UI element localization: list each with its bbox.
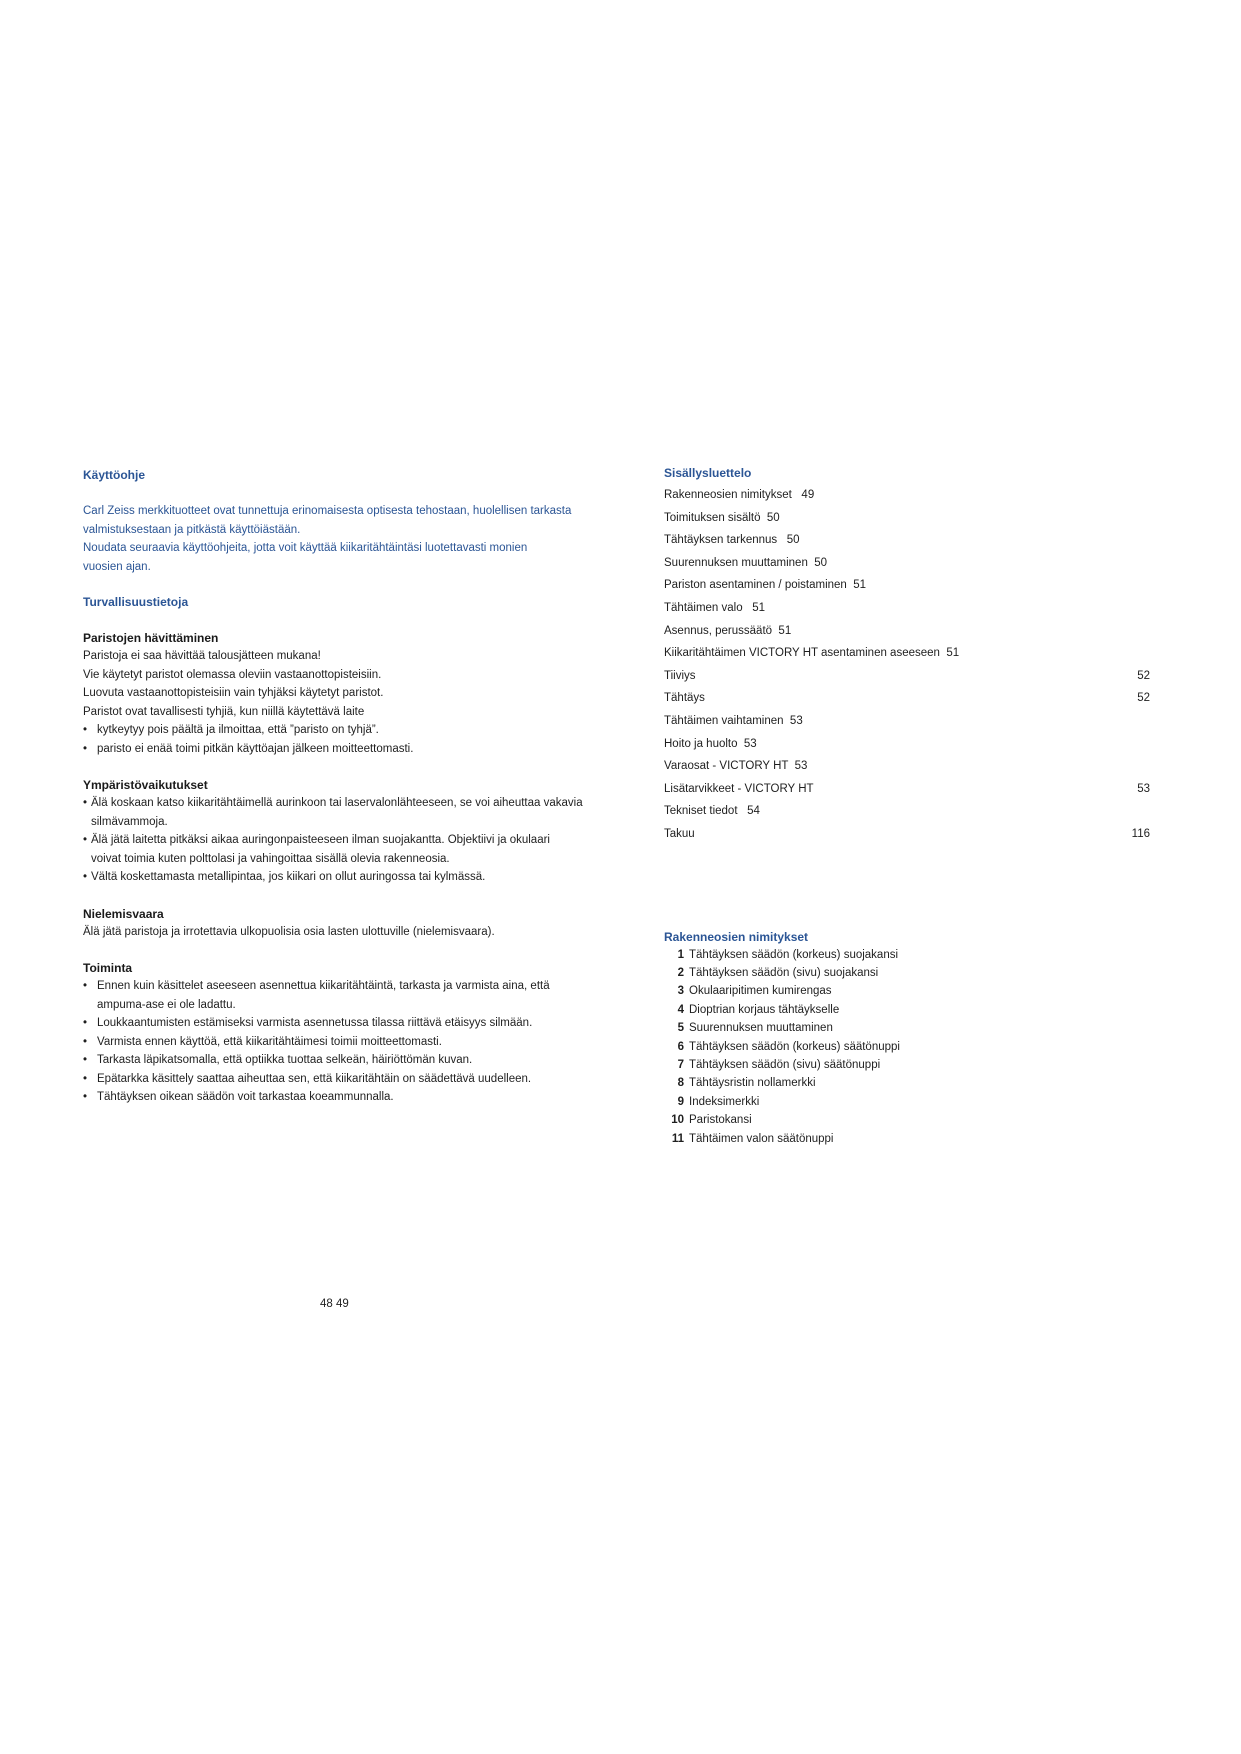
part-name: Tähtäyksen säädön (sivu) suojakansi <box>689 966 879 979</box>
battery-line: Paristot ovat tavallisesti tyhjiä, kun niillä käytettävä laite <box>83 705 365 718</box>
toc-item[interactable] <box>664 667 1150 690</box>
part-item <box>664 1001 1150 1019</box>
bullet-icon: • <box>83 742 88 755</box>
toc-item-label: Lisätarvikkeet - VICTORY HT <box>664 782 814 795</box>
toc-item-label: Takuu <box>664 827 695 840</box>
part-number: 9 <box>677 1095 684 1108</box>
battery-line: Luovuta vastaanottopisteisiin vain tyhjäksi käytetyt paristot. <box>83 687 384 699</box>
environment-section <box>83 776 603 887</box>
intro-line: valmistuksestaan ja pitkästä käyttöiästään. <box>83 523 301 536</box>
table-of-contents <box>664 486 1150 848</box>
toc-item-page: 52 <box>1137 669 1150 682</box>
part-name: Suurennuksen muuttaminen <box>689 1022 833 1035</box>
toc-item[interactable] <box>664 599 1150 622</box>
bullet-icon: • <box>83 1035 88 1048</box>
toc-item[interactable] <box>664 825 1150 848</box>
part-number: 3 <box>677 985 684 998</box>
bullet-icon: • <box>83 834 88 846</box>
part-number: 11 <box>671 1132 684 1145</box>
part-name: Tähtäimen valon säätönuppi <box>689 1132 834 1145</box>
part-name: Tähtäyksen säädön (korkeus) säätönuppi <box>689 1040 900 1053</box>
part-item <box>664 982 1150 1000</box>
part-number: 4 <box>677 1003 684 1016</box>
toc-item-label: Asennus, perussäätö 51 <box>664 624 792 637</box>
toc-item-label: Tähtäyksen tarkennus 50 <box>664 534 800 547</box>
part-name: Tähtäysristin nollamerkki <box>689 1077 816 1090</box>
part-number: 10 <box>671 1114 684 1127</box>
environment-bullet: • Älä koskaan katso kiikaritähtäimellä aurinkoon tai laservalonlähteeseen, se voi aiheuttaa vakavia silmävammoja. <box>83 794 603 831</box>
toc-item[interactable] <box>664 780 1150 803</box>
part-name: Dioptrian korjaus tähtäykselle <box>689 1003 840 1016</box>
toc-item-label: Tiiviys <box>664 669 696 682</box>
operation-bullet: • Ennen kuin käsittelet aseeseen asennettua kiikaritähtäintä, tarkasta ja varmista aina, että ampuma-ase ei ole ladattu. <box>83 977 603 1014</box>
toc-item[interactable] <box>664 712 1150 735</box>
choking-title: Nielemisvaara <box>83 906 164 921</box>
toc-item[interactable] <box>664 644 1150 667</box>
choking-section <box>83 905 603 942</box>
toc-item[interactable] <box>664 576 1150 599</box>
part-name: Okulaaripitimen kumirengas <box>689 985 832 998</box>
toc-item-page: 52 <box>1137 692 1150 705</box>
toc-item-label: Tekniset tiedot 54 <box>664 805 760 818</box>
part-name: Paristokansi <box>689 1114 752 1127</box>
part-item <box>664 964 1150 982</box>
toc-item-label: Varaosat - VICTORY HT 53 <box>664 760 808 773</box>
safety-title: Turvallisuustietoja <box>83 595 189 609</box>
toc-item[interactable] <box>664 486 1150 509</box>
bullet-icon: • <box>83 1091 88 1103</box>
part-name: Tähtäyksen säädön (korkeus) suojakansi <box>689 948 899 961</box>
part-item <box>664 946 1150 964</box>
part-item <box>664 1019 1150 1037</box>
bullet-icon: • <box>83 1072 88 1085</box>
toc-item-page: 53 <box>1137 782 1150 795</box>
toc-item-label: Suurennuksen muuttaminen 50 <box>664 556 828 569</box>
operation-bullet: • Tähtäyksen oikean säädön voit tarkastaa koeammunnalla. <box>83 1088 603 1107</box>
toc-item-label: Pariston asentaminen / poistaminen 51 <box>664 579 867 592</box>
toc-item[interactable] <box>664 757 1150 780</box>
toc-item-page: 116 <box>1131 827 1150 840</box>
intro-line: Carl Zeiss merkkituotteet ovat tunnettuja erinomaisesta optisesta tehostaan, huolellisen tarkasta <box>83 505 572 517</box>
battery-title: Paristojen hävittäminen <box>83 631 219 645</box>
parts-title: Rakenneosien nimitykset <box>664 929 809 944</box>
part-number: 6 <box>677 1040 684 1053</box>
bullet-icon: • <box>83 724 88 736</box>
part-number: 2 <box>677 966 684 979</box>
toc-item[interactable] <box>664 689 1150 712</box>
battery-line: Paristoja ei saa hävittää talousjätteen mukana! <box>83 650 321 662</box>
environment-bullet: • Älä jätä laitetta pitkäksi aikaa auringonpaisteeseen ilman suojakantta. Objektiivi ja okulaari voivat toimia kuten polttolasi ja vahingoittaa sisällä olevia rakenneosia. <box>83 831 603 868</box>
operation-bullet: • Varmista ennen käyttöä, että kiikaritähtäimesi toimii moitteettomasti. <box>83 1033 603 1052</box>
toc-item-label: Kiikaritähtäimen VICTORY HT asentaminen aseeseen 51 <box>664 647 960 660</box>
toc-item-label: Tähtäimen vaihtaminen 53 <box>664 714 803 727</box>
intro-line: Noudata seuraavia käyttöohjeita, jotta voit käyttää kiikaritähtäintäsi luotettavasti monien <box>83 542 528 554</box>
toc-item-label: Tähtäys <box>664 692 705 705</box>
part-number: 1 <box>677 948 684 961</box>
toc-item-label: Toimituksen sisältö 50 <box>664 511 780 524</box>
intro-paragraph <box>83 502 603 576</box>
left-column <box>83 466 603 1107</box>
bullet-icon: • <box>83 871 88 883</box>
environment-title: Ympäristövaikutukset <box>83 778 208 792</box>
part-number: 7 <box>677 1058 684 1071</box>
toc-item[interactable] <box>664 802 1150 825</box>
right-column <box>664 464 1150 1148</box>
environment-bullet: • Vältä koskettamasta metallipintaa, jos kiikari on ollut auringossa tai kylmässä. <box>83 868 603 887</box>
toc-item[interactable] <box>664 735 1150 758</box>
toc-item[interactable] <box>664 622 1150 645</box>
part-name: Tähtäyksen säädön (sivu) säätönuppi <box>689 1058 881 1071</box>
operation-bullet: • Tarkasta läpikatsomalla, että optiikka tuottaa selkeän, häiriöttömän kuvan. <box>83 1051 603 1070</box>
toc-item[interactable] <box>664 531 1150 554</box>
part-item <box>664 1130 1150 1148</box>
part-item <box>664 1038 1150 1056</box>
part-item <box>664 1093 1150 1111</box>
bullet-icon: • <box>83 797 88 809</box>
manual-title: Käyttöohje <box>83 468 146 482</box>
operation-title: Toiminta <box>83 961 133 975</box>
battery-section <box>83 629 603 758</box>
battery-bullet: • kytkeytyy pois päältä ja ilmoittaa, että ”paristo on tyhjä”. <box>83 721 603 740</box>
part-name: Indeksimerkki <box>689 1095 760 1108</box>
battery-line: Vie käytetyt paristot olemassa oleviin vastaanottopisteisiin. <box>83 668 382 681</box>
part-item <box>664 1056 1150 1074</box>
page-numbers: 48 49 <box>320 1298 349 1310</box>
battery-bullet: • paristo ei enää toimi pitkän käyttöajan jälkeen moitteettomasti. <box>83 740 603 759</box>
toc-title: Sisällysluettelo <box>664 466 752 480</box>
toc-item[interactable] <box>664 554 1150 577</box>
bullet-icon: • <box>83 1017 88 1029</box>
operation-bullet: • Epätarkka käsittely saattaa aiheuttaa sen, että kiikaritähtäin on säädettävä uudelleen. <box>83 1070 603 1089</box>
choking-text: Älä jätä paristoja ja irrotettavia ulkopuolisia osia lasten ulottuville (nielemisvaara). <box>83 925 495 938</box>
part-number: 8 <box>677 1077 684 1090</box>
part-item <box>664 1074 1150 1092</box>
toc-item-label: Rakenneosien nimitykset 49 <box>664 489 815 501</box>
toc-item-label: Hoito ja huolto 53 <box>664 737 757 750</box>
operation-section <box>83 959 603 1107</box>
operation-bullet: • Loukkaantumisten estämiseksi varmista asennetussa tilassa riittävä etäisyys silmään. <box>83 1014 603 1033</box>
bullet-icon: • <box>83 1054 88 1066</box>
intro-line: vuosien ajan. <box>83 560 151 573</box>
bullet-icon: • <box>83 980 88 992</box>
toc-item[interactable] <box>664 509 1150 532</box>
part-number: 5 <box>677 1022 684 1035</box>
part-item <box>664 1111 1150 1129</box>
toc-item-label: Tähtäimen valo 51 <box>664 601 766 614</box>
parts-list <box>664 946 1150 1148</box>
